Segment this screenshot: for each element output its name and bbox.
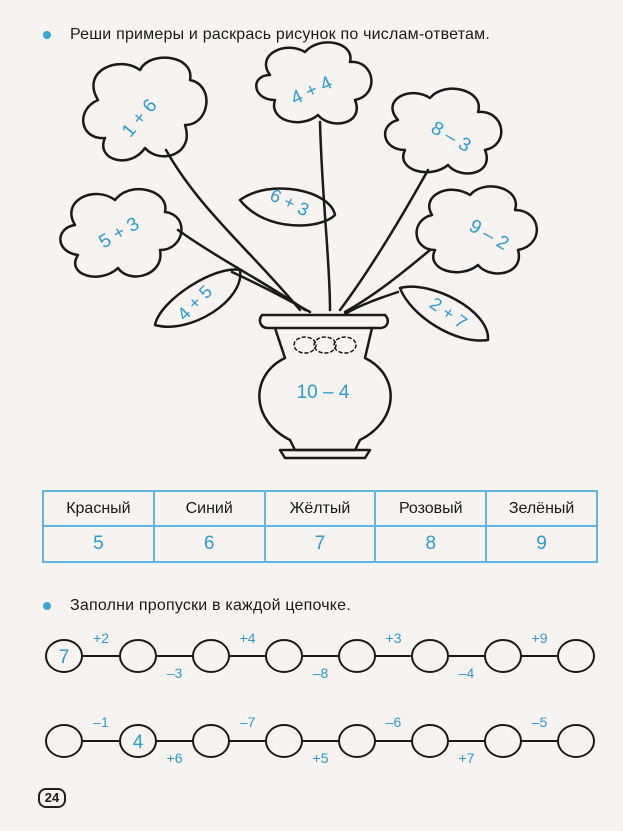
chain1-blank-circle[interactable] — [558, 640, 594, 672]
chain2-top-operation: –6 — [385, 714, 402, 730]
chain2-blank-circle[interactable] — [339, 725, 375, 757]
chain1-given-value: 7 — [58, 647, 70, 668]
chain1-blank-circle[interactable] — [120, 640, 156, 672]
flower-expression: 5 + 3 — [95, 213, 144, 254]
chain1-bottom-operation: –8 — [312, 665, 329, 681]
stem — [166, 150, 300, 310]
leaf-expression: 2 + 7 — [426, 293, 471, 333]
chain1-bottom-operation: –4 — [458, 665, 475, 681]
chain1-top-operation: +9 — [531, 630, 548, 646]
color-name-red: Красный — [43, 491, 154, 526]
flower-expression: 8 – 3 — [427, 117, 475, 157]
color-name-green: Зелёный — [486, 491, 597, 526]
chain1-blank-circle[interactable] — [266, 640, 302, 672]
stem — [345, 250, 430, 312]
chain2-top-operation: –1 — [93, 714, 109, 730]
chain1-blank-circle[interactable] — [412, 640, 448, 672]
color-value-blue: 6 — [154, 526, 265, 562]
chain2-blank-circle[interactable] — [412, 725, 448, 757]
chain1-blank-circle[interactable] — [339, 640, 375, 672]
task2-instruction: Заполни пропуски в каждой цепочке. — [70, 597, 351, 614]
color-name-blue: Синий — [154, 491, 265, 526]
chain1-blank-circle[interactable] — [193, 640, 229, 672]
vase-base — [280, 450, 370, 458]
color-name-pink: Розовый — [375, 491, 486, 526]
chain2-blank-circle[interactable] — [266, 725, 302, 757]
chain2-given-value: 4 — [132, 732, 144, 753]
chain2-blank-circle[interactable] — [46, 725, 82, 757]
chain1-top-operation: +2 — [93, 630, 109, 646]
chain2-blank-circle[interactable] — [558, 725, 594, 757]
chain2-top-operation: –7 — [239, 714, 256, 730]
chain2-bottom-operation: +6 — [166, 750, 183, 766]
color-value-pink: 8 — [375, 526, 486, 562]
color-names-row — [43, 491, 597, 526]
chain2-bottom-operation: +7 — [458, 750, 475, 766]
flower-expression: 4 + 4 — [287, 72, 336, 110]
chain1-top-operation: +4 — [239, 630, 256, 646]
task2-bullet — [43, 602, 51, 610]
task1-instruction: Реши примеры и раскрась рисунок по числам-ответам. — [70, 26, 490, 43]
chains — [46, 640, 594, 757]
flower-expression: 9 – 2 — [465, 215, 513, 255]
color-value-yellow: 7 — [265, 526, 376, 562]
chain2-blank-circle[interactable] — [485, 725, 521, 757]
flower-expression: 1 + 6 — [117, 95, 162, 142]
color-value-red: 5 — [43, 526, 154, 562]
chain1-bottom-operation: –3 — [166, 665, 183, 681]
vase-rim — [260, 315, 388, 328]
chain1-blank-circle[interactable] — [485, 640, 521, 672]
leaf-expression: 4 + 5 — [173, 281, 217, 325]
color-values-row — [43, 526, 597, 562]
chain1-top-operation: +3 — [385, 630, 402, 646]
color-key-table — [42, 490, 598, 563]
color-value-green: 9 — [486, 526, 597, 562]
chain2-top-operation: –5 — [531, 714, 548, 730]
vase-expression: 10 – 4 — [296, 382, 350, 403]
chain2-bottom-operation: +5 — [312, 750, 329, 766]
leaf-expression: 6 + 3 — [266, 184, 313, 221]
page-number: 24 — [38, 788, 66, 808]
chain2-blank-circle[interactable] — [193, 725, 229, 757]
stem — [340, 170, 428, 310]
color-name-yellow: Жёлтый — [265, 491, 376, 526]
stem — [320, 122, 330, 310]
